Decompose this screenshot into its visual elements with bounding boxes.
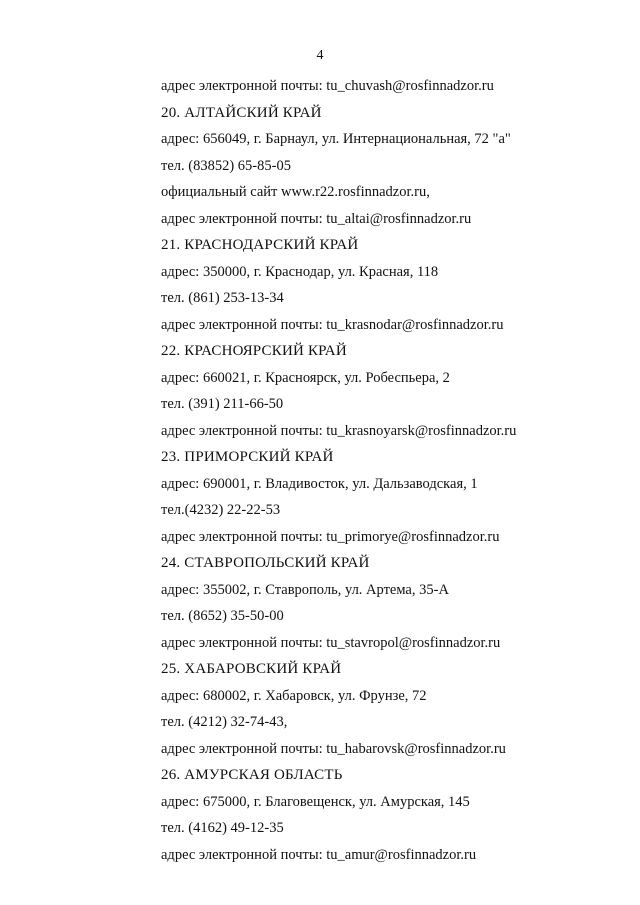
section-heading: 24. СТАВРОПОЛЬСКИЙ КРАЙ	[161, 555, 370, 571]
email-line: адрес электронной почты: tu_primorye@rosfinnadzor.ru	[161, 528, 500, 545]
email-line: адрес электронной почты: tu_chuvash@rosfinnadzor.ru	[161, 78, 494, 94]
section-heading: 22. КРАСНОЯРСКИЙ КРАЙ	[161, 343, 347, 359]
email-line: адрес электронной почты: tu_krasnoyarsk@rosfinnadzor.ru	[161, 422, 517, 439]
email-line: адрес электронной почты: tu_krasnodar@rosfinnadzor.ru	[161, 316, 504, 333]
address-line: адрес: 350000, г. Краснодар, ул. Красная, 118	[161, 263, 439, 280]
section-heading: 21. КРАСНОДАРСКИЙ КРАЙ	[161, 237, 359, 253]
page-number: 4	[316, 48, 324, 63]
phone-line: тел. (83852) 65-85-05	[161, 157, 291, 174]
section-heading: 20. АЛТАЙСКИЙ КРАЙ	[161, 104, 322, 121]
phone-line: тел. (8652) 35-50-00	[161, 608, 284, 624]
website-line: официальный сайт www.r22.rosfinnadzor.ru,	[161, 184, 430, 200]
email-line: адрес электронной почты: tu_altai@rosfinnadzor.ru	[161, 210, 472, 227]
address-line: адрес: 355002, г. Ставрополь, ул. Артема, 35-А	[161, 581, 449, 598]
email-line: адрес электронной почты: tu_stavropol@rosfinnadzor.ru	[161, 634, 501, 651]
phone-line: тел.(4232) 22-22-53	[161, 502, 281, 518]
section-heading: 23. ПРИМОРСКИЙ КРАЙ	[161, 449, 334, 465]
address-line: адрес: 680002, г. Хабаровск, ул. Фрунзе, 72	[161, 687, 427, 704]
email-line: адрес электронной почты: tu_amur@rosfinnadzor.ru	[161, 846, 477, 863]
phone-line: тел. (4212) 32-74-43,	[161, 714, 288, 730]
address-line: адрес: 690001, г. Владивосток, ул. Дальзаводская, 1	[161, 475, 478, 492]
address-line: адрес: 675000, г. Благовещенск, ул. Амурская, 145	[161, 793, 470, 810]
address-line: адрес: 660021, г. Красноярск, ул. Робеспьера, 2	[161, 369, 450, 386]
address-line: адрес: 656049, г. Барнаул, ул. Интернациональная, 72 "а"	[161, 131, 511, 147]
section-heading: 25. ХАБАРОВСКИЙ КРАЙ	[161, 661, 342, 677]
phone-line: тел. (4162) 49-12-35	[161, 820, 284, 836]
email-line: адрес электронной почты: tu_habarovsk@rosfinnadzor.ru	[161, 740, 506, 757]
document-body	[161, 75, 621, 870]
phone-line: тел. (391) 211-66-50	[161, 396, 284, 412]
section-heading: 26. АМУРСКАЯ ОБЛАСТЬ	[161, 767, 343, 783]
phone-line: тел. (861) 253-13-34	[161, 290, 284, 306]
